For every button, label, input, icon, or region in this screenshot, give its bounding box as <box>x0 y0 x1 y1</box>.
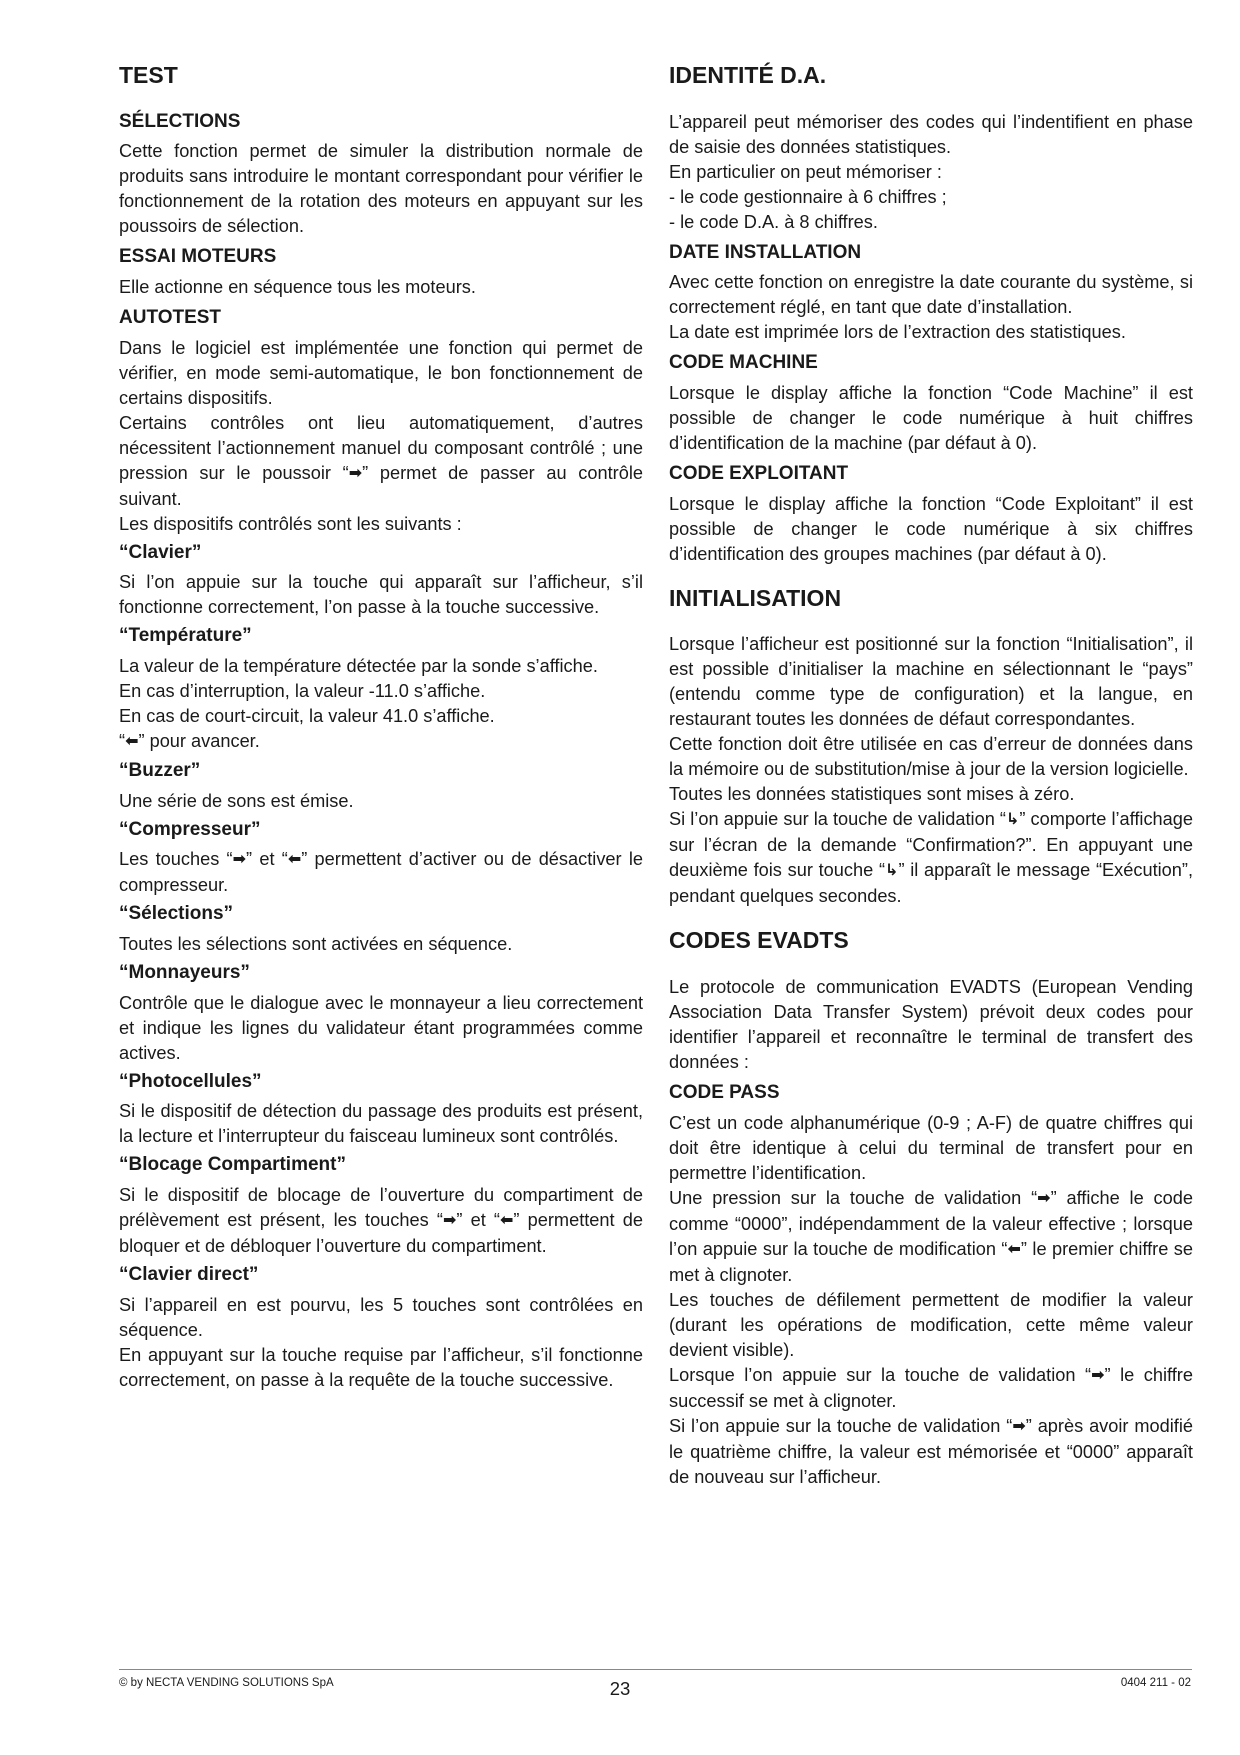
forward-key-icon: ➡ <box>1037 1189 1051 1207</box>
paragraph-initialisation-1: Lorsque l’afficheur est positionné sur la fonction “Initialisation”, il est possible d’initialiser la machine en sélectionnant le “pays” (entendu comme type de configuration) et la langue, en restaurant toutes les données de défaut correspondantes. <box>669 634 1193 730</box>
heading-compresseur: “Compresseur” <box>119 818 261 840</box>
heading-blocage-compartiment: “Blocage Compartiment” <box>119 1154 346 1176</box>
text-fragment: Lorsque l’on appuie sur la touche de validation “ <box>669 1364 1092 1385</box>
paragraph-code-machine: Lorsque le display affiche la fonction “Code Machine” il est possible de changer le code numérique à huit chiffres d’identification de la machine (par défaut à 0). <box>669 382 1193 453</box>
paragraph-temperature-3: En cas de court-circuit, la valeur 41.0 s’affiche. <box>119 706 495 727</box>
paragraph-temperature-2: En cas d’interruption, la valeur -11.0 s’affiche. <box>119 681 486 702</box>
paragraph-initialisation-4 <box>669 807 1193 909</box>
text-fragment: ” après avoir modifié le quatrième chiffre, la valeur est mémorisée et “0000” apparaît de nouveau sur l’afficheur. <box>669 1415 1194 1487</box>
document-code: 0404 211 - 02 <box>1120 1677 1191 1689</box>
text-fragment: ” il apparaît le message “Exécution”, pendant quelques secondes. <box>669 860 1193 907</box>
left-column <box>119 62 643 1393</box>
enter-key-icon: ↳ <box>1005 811 1020 829</box>
text-fragment: Si l’on appuie sur la touche de validation “ <box>669 1415 1013 1436</box>
paragraph-monnayeurs: Contrôle que le dialogue avec le monnayeur a lieu correctement et indique les lignes du validateur étant programmées comme actives. <box>119 992 643 1063</box>
forward-key-icon: ➡ <box>442 1212 457 1230</box>
paragraph-selections-test: Toutes les sélections sont activées en séquence. <box>119 934 513 955</box>
forward-key-icon: ➡ <box>232 851 247 869</box>
paragraph-identite-2: En particulier on peut mémoriser : <box>669 161 942 182</box>
heading-selections-test: “Sélections” <box>119 903 234 925</box>
paragraph-pass-2 <box>669 1186 1193 1288</box>
section-title-codes-evadts: CODES EVADTS <box>669 927 849 954</box>
heading-clavier: “Clavier” <box>119 541 202 563</box>
text-fragment: Les touches “ <box>119 849 233 870</box>
paragraph-identite-4: - le code D.A. à 8 chiffres. <box>669 211 878 232</box>
heading-code-exploitant: CODE EXPLOITANT <box>669 462 849 484</box>
paragraph-clavier-direct-2: En appuyant sur la touche requise par l’afficheur, s’il fonctionne correctement, on passe à la requête de la touche successive. <box>119 1344 643 1390</box>
heading-temperature: “Température” <box>119 625 252 647</box>
heading-selections: SÉLECTIONS <box>119 110 241 132</box>
paragraph-identite-1: L’appareil peut mémoriser des codes qui l’indentifient en phase de saisie des données statistiques. <box>669 111 1193 157</box>
back-key-icon: ⬅ <box>287 851 302 869</box>
section-title-identite: IDENTITÉ D.A. <box>669 62 827 88</box>
heading-autotest: AUTOTEST <box>119 306 222 328</box>
paragraph-pass-4 <box>669 1363 1193 1414</box>
right-column <box>669 62 1193 1490</box>
paragraph-buzzer: Une série de sons est émise. <box>119 790 354 811</box>
paragraph-autotest-1: Dans le logiciel est implémentée une fonction qui permet de vérifier, en mode semi-automatique, le bon fonctionnement de certains dispositifs. <box>119 337 643 408</box>
paragraph-autotest-2 <box>119 411 643 512</box>
heading-date-installation: DATE INSTALLATION <box>669 241 862 263</box>
text-fragment: “ <box>119 731 126 752</box>
text-fragment: ” comporte l’affichage sur l’écran de la demande “Confirmation?”. En appuyant une deuxième fois sur touche “ <box>669 809 1194 881</box>
enter-key-icon: ↳ <box>885 862 899 880</box>
paragraph-temperature-1: La valeur de la température détectée par la sonde s’affiche. <box>119 656 598 677</box>
heading-clavier-direct: “Clavier direct” <box>119 1264 259 1286</box>
text-fragment: ” affiche le code comme “0000”, indépendamment de la valeur effective ; lorsque l’on appuie sur la touche de modification “ <box>669 1187 1193 1259</box>
text-fragment: Certains contrôles ont lieu automatiquement, d’autres nécessitent l’actionnement manuel du composant contrôlé ; une pression sur le poussoir “ <box>119 412 643 483</box>
back-key-icon: ⬅ <box>1007 1240 1021 1258</box>
paragraph-date-2: La date est imprimée lors de l’extraction des statistiques. <box>669 322 1126 343</box>
text-fragment: Une pression sur la touche de validation “ <box>669 1187 1038 1208</box>
paragraph-compresseur <box>119 847 643 898</box>
forward-key-icon: ➡ <box>1091 1366 1105 1384</box>
paragraph-code-exploitant: Lorsque le display affiche la fonction “Code Exploitant” il est possible de changer le code numérique à six chiffres d’identification des groupes machines (par défaut à 0). <box>669 493 1193 564</box>
paragraph-initialisation-3: Toutes les données statistiques sont mises à zéro. <box>669 784 1075 805</box>
paragraph-pass-5 <box>669 1414 1193 1490</box>
section-title-initialisation: INITIALISATION <box>669 584 842 611</box>
heading-code-machine: CODE MACHINE <box>669 352 818 374</box>
paragraph-evadts: Le protocole de communication EVADTS (European Vending Association Data Transfer System) prévoit deux codes pour identifier l’appareil et reconnaître le terminal de transfert des données : <box>669 976 1193 1072</box>
paragraph-selections: Cette fonction permet de simuler la distribution normale de produits sans introduire le montant correspondant pour vérifier le fonctionnement de la rotation des moteurs en appuyant sur les poussoirs de sélection. <box>119 141 643 237</box>
text-fragment: ” permet de passer au contrôle suivant. <box>119 462 643 509</box>
text-fragment: Si le dispositif de blocage de l’ouverture du compartiment de prélèvement est présent, les touches “ <box>119 1185 643 1231</box>
text-fragment: ” le premier chiffre se met à clignoter. <box>669 1238 1193 1285</box>
text-fragment: ” permettent d’activer ou de désactiver le compresseur. <box>119 849 643 896</box>
footer-divider <box>119 1669 1192 1670</box>
heading-photocellules: “Photocellules” <box>119 1070 262 1092</box>
section-title-test: TEST <box>119 62 178 88</box>
paragraph-blocage-compartiment <box>119 1183 643 1259</box>
back-key-icon: ⬅ <box>125 733 139 751</box>
paragraph-essai-moteurs: Elle actionne en séquence tous les moteurs. <box>119 276 476 297</box>
text-fragment: ” le chiffre successif se met à clignoter. <box>669 1364 1193 1411</box>
text-fragment: ” permettent de bloquer et de débloquer l’ouverture du compartiment. <box>119 1210 643 1257</box>
text-fragment: ” pour avancer. <box>138 731 260 752</box>
paragraph-clavier-direct-1: Si l’appareil en est pourvu, les 5 touches sont contrôlées en séquence. <box>119 1294 643 1340</box>
heading-essai-moteurs: ESSAI MOTEURS <box>119 246 277 268</box>
heading-monnayeurs: “Monnayeurs” <box>119 962 250 984</box>
footer-copyright: © by NECTA VENDING SOLUTIONS SpA <box>119 1677 334 1689</box>
page-number: 23 <box>609 1678 631 1699</box>
heading-buzzer: “Buzzer” <box>119 760 201 782</box>
paragraph-identite-3: - le code gestionnaire à 6 chiffres ; <box>669 186 947 207</box>
paragraph-pass-3: Les touches de défilement permettent de modifier la valeur (durant les opérations de modification, cette même valeur devient visible). <box>669 1289 1193 1360</box>
paragraph-autotest-3: Les dispositifs contrôlés sont les suivants : <box>119 513 462 534</box>
paragraph-clavier: Si l’on appuie sur la touche qui apparaît sur l’afficheur, s’il fonctionne correctement, l’on passe à la touche successive. <box>119 572 643 618</box>
paragraph-temperature-4 <box>119 729 643 755</box>
forward-key-icon: ➡ <box>1012 1417 1026 1435</box>
forward-key-icon: ➡ <box>348 464 363 482</box>
paragraph-initialisation-2: Cette fonction doit être utilisée en cas d’erreur de données dans la mémoire ou de substitution/mise à jour de la version logicielle. <box>669 734 1193 780</box>
paragraph-pass-1: C’est un code alphanumérique (0-9 ; A-F) de quatre chiffres qui doit être identique à celui du terminal de transfert pour en permettre l’identification. <box>669 1112 1193 1183</box>
text-fragment: ” et “ <box>246 849 288 870</box>
heading-code-pass: CODE PASS <box>669 1081 780 1103</box>
paragraph-date-1: Avec cette fonction on enregistre la date courante du système, si correctement réglé, en tant que date d’installation. <box>669 272 1193 318</box>
text-fragment: ” et “ <box>456 1210 500 1231</box>
back-key-icon: ⬅ <box>500 1212 514 1230</box>
text-fragment: Si l’on appuie sur la touche de validation “ <box>669 809 1006 830</box>
paragraph-photocellules: Si le dispositif de détection du passage des produits est présent, la lecture et l’interrupteur du faisceau lumineux sont contrôlés. <box>119 1101 643 1147</box>
